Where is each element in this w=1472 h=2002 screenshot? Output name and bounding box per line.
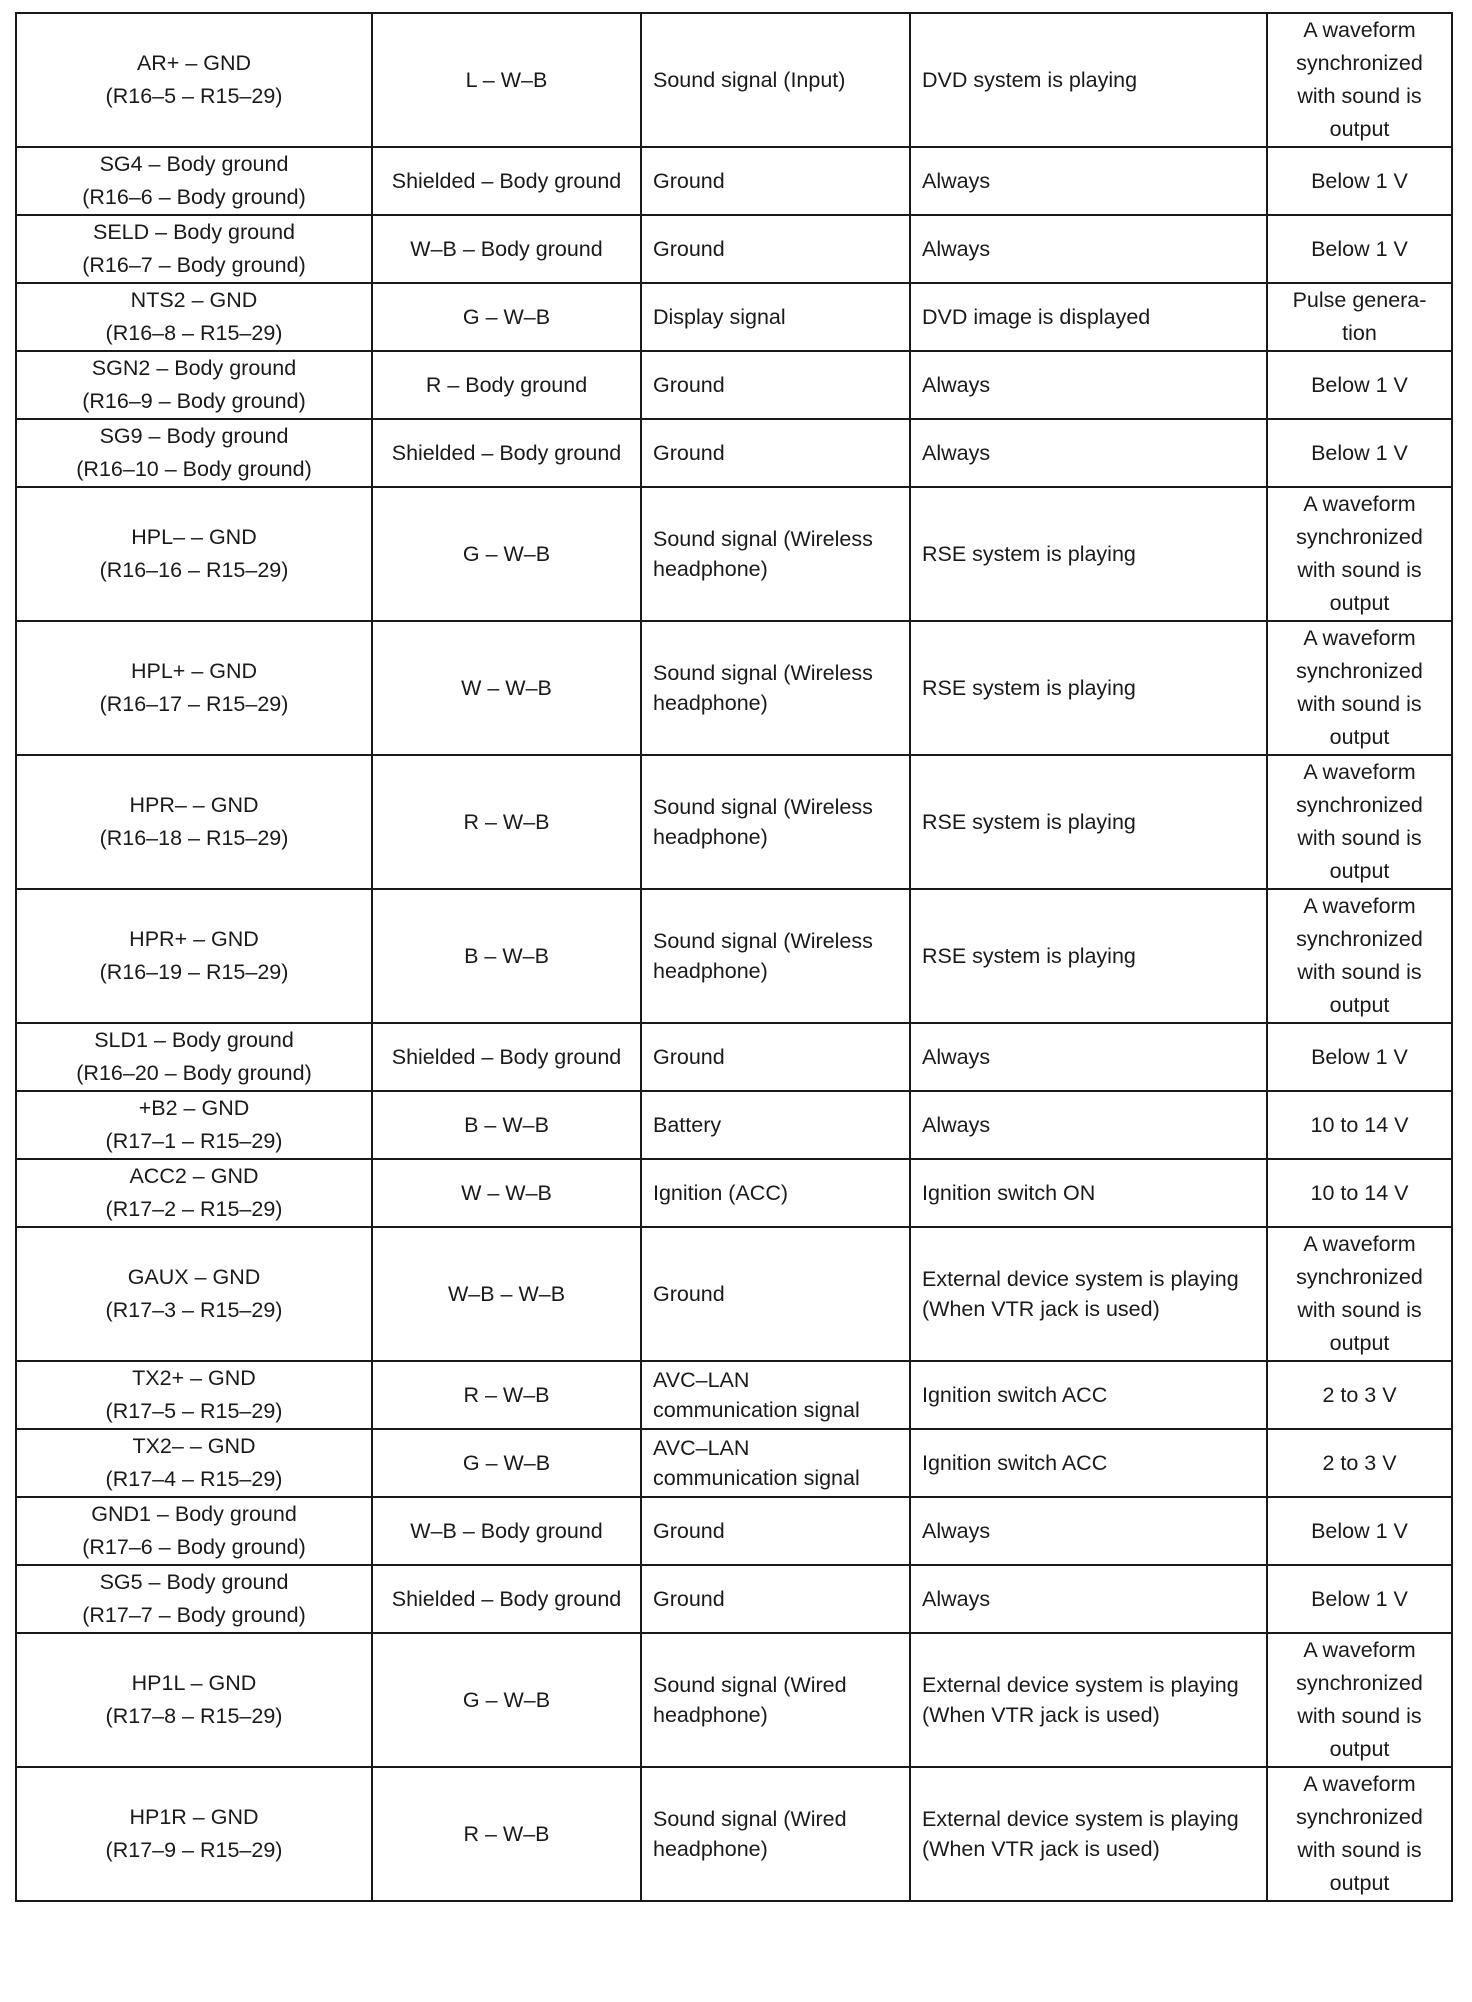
specified-condition-cell-line: Below 1 V — [1311, 236, 1408, 261]
condition-cell — [910, 351, 1267, 419]
specified-condition-cell-line: output — [1329, 1331, 1390, 1355]
terminal-description-cell-line: Ground — [653, 441, 725, 465]
condition-cell — [910, 1429, 1267, 1497]
terminal-description-cell-line: Sound signal (Wireless — [653, 527, 873, 551]
specified-condition-cell-line: with sound is — [1297, 1838, 1422, 1862]
condition-cell — [910, 1767, 1267, 1901]
condition-cell-line: DVD image is displayed — [922, 305, 1151, 329]
terminal-cell-line: (R17–6 – Body ground) — [82, 1535, 306, 1559]
wiring-color-cell: G – W–B — [372, 1429, 641, 1497]
terminal-cell-line: GAUX – GND — [127, 1265, 261, 1289]
terminal-cell — [16, 1361, 372, 1429]
terminal-cell-line: (R16–6 – Body ground) — [82, 185, 306, 209]
specified-condition-cell-line: synchronized — [1296, 1265, 1423, 1289]
terminal-description-cell — [641, 755, 910, 889]
condition-cell — [910, 1227, 1267, 1361]
terminal-cell-line: (R16–19 – R15–29) — [99, 960, 289, 984]
specified-condition-cell-line: with sound is — [1297, 558, 1422, 582]
terminal-description-cell — [641, 351, 910, 419]
specified-condition-cell-line: A waveform — [1303, 626, 1416, 650]
terminal-cell-line: (R16–20 – Body ground) — [76, 1061, 312, 1085]
wiring-color-cell: G – W–B — [372, 283, 641, 351]
terminal-description-cell-line: headphone) — [653, 691, 768, 715]
condition-cell-line: External device system is playing — [922, 1807, 1239, 1831]
condition-cell — [910, 889, 1267, 1023]
terminal-description-cell-line: Sound signal (Wireless — [653, 661, 873, 685]
table-row — [16, 1767, 1452, 1901]
condition-cell — [910, 755, 1267, 889]
specified-condition-cell-line: 2 to 3 V — [1322, 1382, 1397, 1407]
terminal-cell-line: (R17–8 – R15–29) — [105, 1704, 283, 1728]
terminal-cell-line: ACC2 – GND — [129, 1164, 259, 1188]
terminal-description-cell-line: headphone) — [653, 1703, 768, 1727]
table-row — [16, 1565, 1452, 1633]
terminal-cell — [16, 419, 372, 487]
condition-cell-line: RSE system is playing — [922, 810, 1136, 834]
wiring-color-cell: L – W–B — [372, 13, 641, 147]
wiring-color-cell: R – W–B — [372, 755, 641, 889]
terminal-cell-line: TX2– – GND — [132, 1434, 256, 1458]
terminal-description-cell — [641, 1023, 910, 1091]
specified-condition-cell-line: synchronized — [1296, 793, 1423, 817]
terminal-description-cell — [641, 1497, 910, 1565]
specified-condition-cell — [1267, 889, 1452, 1023]
condition-cell-line: RSE system is playing — [922, 676, 1136, 700]
condition-cell-line: External device system is playing — [922, 1267, 1239, 1291]
terminal-description-cell — [641, 889, 910, 1023]
specified-condition-cell-line: A waveform — [1303, 1638, 1416, 1662]
specified-condition-cell — [1267, 419, 1452, 487]
terminal-description-cell-line: Ground — [653, 1282, 725, 1306]
specified-condition-cell — [1267, 1159, 1452, 1227]
terminal-description-cell — [641, 419, 910, 487]
table-row — [16, 1429, 1452, 1497]
terminal-cell-line: HPL+ – GND — [130, 659, 258, 683]
terminal-description-cell — [641, 13, 910, 147]
wiring-color-cell: R – W–B — [372, 1767, 641, 1901]
specified-condition-cell-line: Below 1 V — [1311, 440, 1408, 465]
condition-cell-line: Always — [922, 1519, 991, 1543]
specified-condition-cell-line: A waveform — [1303, 894, 1416, 918]
specified-condition-cell-line: synchronized — [1296, 525, 1423, 549]
terminal-description-cell-line: Sound signal (Input) — [653, 68, 846, 92]
terminal-cell-line: (R17–9 – R15–29) — [105, 1838, 283, 1862]
terminal-cell-line: (R16–7 – Body ground) — [82, 253, 306, 277]
terminal-cell-line: SLD1 – Body ground — [94, 1028, 294, 1052]
condition-cell-line: Ignition switch ON — [922, 1181, 1096, 1205]
condition-cell-line: (When VTR jack is used) — [922, 1703, 1160, 1727]
terminal-description-cell — [641, 147, 910, 215]
terminal-cell — [16, 1091, 372, 1159]
terminal-cell — [16, 147, 372, 215]
table-row — [16, 755, 1452, 889]
terminal-cell-line: HPR+ – GND — [129, 927, 259, 951]
condition-cell-line: Always — [922, 169, 991, 193]
wiring-color-cell: W–B – W–B — [372, 1227, 641, 1361]
specified-condition-cell-line: tion — [1342, 321, 1377, 345]
terminal-cell-line: SG9 – Body ground — [99, 424, 289, 448]
specified-condition-cell — [1267, 1633, 1452, 1767]
table-row — [16, 351, 1452, 419]
specified-condition-cell — [1267, 351, 1452, 419]
terminal-cell — [16, 13, 372, 147]
wiring-color-cell: Shielded – Body ground — [372, 1565, 641, 1633]
condition-cell-line: Always — [922, 1587, 991, 1611]
condition-cell-line: Always — [922, 1045, 991, 1069]
condition-cell — [910, 487, 1267, 621]
terminal-cell-line: (R17–2 – R15–29) — [105, 1197, 283, 1221]
wiring-color-cell: B – W–B — [372, 889, 641, 1023]
specified-condition-cell-line: output — [1329, 117, 1390, 141]
terminal-cell — [16, 1633, 372, 1767]
terminal-cell-line: HPR– – GND — [129, 793, 259, 817]
specified-condition-cell-line: 2 to 3 V — [1322, 1450, 1397, 1475]
specified-condition-cell — [1267, 487, 1452, 621]
terminal-cell — [16, 487, 372, 621]
terminal-description-cell — [641, 1767, 910, 1901]
condition-cell-line: Always — [922, 441, 991, 465]
specified-condition-cell-line: A waveform — [1303, 1232, 1416, 1256]
specified-condition-cell — [1267, 755, 1452, 889]
terminal-description-cell-line: Ground — [653, 1045, 725, 1069]
table-row — [16, 1497, 1452, 1565]
wiring-color-cell: W – W–B — [372, 1159, 641, 1227]
terminal-description-cell-line: Ground — [653, 169, 725, 193]
wiring-color-cell: W – W–B — [372, 621, 641, 755]
specified-condition-cell-line: 10 to 14 V — [1310, 1112, 1409, 1137]
terminal-cell-line: (R16–10 – Body ground) — [76, 457, 312, 481]
condition-cell — [910, 1023, 1267, 1091]
terminal-cell-line: (R17–7 – Body ground) — [82, 1603, 306, 1627]
specified-condition-cell — [1267, 1565, 1452, 1633]
condition-cell — [910, 1633, 1267, 1767]
terminal-cell-line: (R16–9 – Body ground) — [82, 389, 306, 413]
wiring-color-cell: W–B – Body ground — [372, 1497, 641, 1565]
terminal-cell-line: HPL– – GND — [131, 525, 257, 549]
specified-condition-cell-line: with sound is — [1297, 84, 1422, 108]
terminal-cell-line: (R16–5 – R15–29) — [105, 84, 283, 108]
terminal-description-cell-line: Ground — [653, 1587, 725, 1611]
terminal-description-cell — [641, 283, 910, 351]
terminal-cell-line: (R17–3 – R15–29) — [105, 1298, 283, 1322]
condition-cell — [910, 1159, 1267, 1227]
specified-condition-cell-line: Below 1 V — [1311, 1518, 1408, 1543]
terminal-cell-line: (R16–18 – R15–29) — [99, 826, 289, 850]
terminal-description-cell-line: Sound signal (Wireless — [653, 795, 873, 819]
condition-cell-line: DVD system is playing — [922, 68, 1138, 92]
terminal-description-cell — [641, 621, 910, 755]
condition-cell — [910, 621, 1267, 755]
terminal-spec-table-body — [16, 13, 1452, 1901]
terminal-description-cell — [641, 1565, 910, 1633]
wiring-color-cell: G – W–B — [372, 487, 641, 621]
terminal-description-cell-line: Sound signal (Wired — [653, 1673, 847, 1697]
terminal-description-cell-line: communication signal — [653, 1398, 860, 1422]
table-row — [16, 215, 1452, 283]
condition-cell-line: RSE system is playing — [922, 944, 1136, 968]
specified-condition-cell-line: output — [1329, 859, 1390, 883]
terminal-cell — [16, 1023, 372, 1091]
table-row — [16, 1091, 1452, 1159]
specified-condition-cell — [1267, 1227, 1452, 1361]
specified-condition-cell-line: with sound is — [1297, 1704, 1422, 1728]
terminal-cell — [16, 1227, 372, 1361]
terminal-cell-line: SG5 – Body ground — [99, 1570, 289, 1594]
wiring-color-cell: B – W–B — [372, 1091, 641, 1159]
specified-condition-cell-line: A waveform — [1303, 760, 1416, 784]
terminal-cell-line: AR+ – GND — [136, 51, 252, 75]
terminal-description-cell-line: headphone) — [653, 825, 768, 849]
terminal-spec-sheet — [15, 12, 1451, 1902]
terminal-cell-line: (R17–5 – R15–29) — [105, 1399, 283, 1423]
terminal-cell — [16, 755, 372, 889]
specified-condition-cell-line: A waveform — [1303, 18, 1416, 42]
wiring-color-cell: Shielded – Body ground — [372, 1023, 641, 1091]
terminal-cell — [16, 1565, 372, 1633]
specified-condition-cell — [1267, 147, 1452, 215]
condition-cell-line: Always — [922, 1113, 991, 1137]
terminal-description-cell-line: Ignition (ACC) — [653, 1181, 789, 1205]
condition-cell — [910, 215, 1267, 283]
terminal-cell-line: (R16–8 – R15–29) — [105, 321, 283, 345]
terminal-cell — [16, 1159, 372, 1227]
table-row — [16, 1633, 1452, 1767]
specified-condition-cell-line: output — [1329, 725, 1390, 749]
specified-condition-cell — [1267, 1497, 1452, 1565]
table-row — [16, 889, 1452, 1023]
specified-condition-cell — [1267, 1429, 1452, 1497]
specified-condition-cell — [1267, 621, 1452, 755]
table-row — [16, 1023, 1452, 1091]
terminal-cell — [16, 621, 372, 755]
specified-condition-cell — [1267, 1767, 1452, 1901]
specified-condition-cell-line: Below 1 V — [1311, 1586, 1408, 1611]
terminal-cell-line: +B2 – GND — [138, 1096, 250, 1120]
specified-condition-cell-line: Below 1 V — [1311, 168, 1408, 193]
terminal-description-cell-line: Ground — [653, 373, 725, 397]
terminal-description-cell — [641, 215, 910, 283]
wiring-color-cell: Shielded – Body ground — [372, 419, 641, 487]
terminal-description-cell — [641, 1633, 910, 1767]
condition-cell — [910, 147, 1267, 215]
terminal-description-cell — [641, 1091, 910, 1159]
specified-condition-cell — [1267, 1361, 1452, 1429]
wiring-color-cell: Shielded – Body ground — [372, 147, 641, 215]
terminal-description-cell-line: communication signal — [653, 1466, 860, 1490]
terminal-cell-line: (R16–17 – R15–29) — [99, 692, 289, 716]
specified-condition-cell-line: synchronized — [1296, 51, 1423, 75]
condition-cell-line: (When VTR jack is used) — [922, 1297, 1160, 1321]
terminal-cell-line: TX2+ – GND — [132, 1366, 256, 1390]
specified-condition-cell-line: output — [1329, 591, 1390, 615]
specified-condition-cell — [1267, 283, 1452, 351]
table-row — [16, 13, 1452, 147]
specified-condition-cell-line: synchronized — [1296, 1671, 1423, 1695]
table-row — [16, 283, 1452, 351]
condition-cell-line: Ignition switch ACC — [922, 1451, 1108, 1475]
specified-condition-cell-line: with sound is — [1297, 826, 1422, 850]
specified-condition-cell-line: Pulse genera- — [1292, 288, 1427, 312]
terminal-cell-line: GND1 – Body ground — [91, 1502, 297, 1526]
terminal-cell — [16, 283, 372, 351]
condition-cell — [910, 1565, 1267, 1633]
specified-condition-cell-line: A waveform — [1303, 492, 1416, 516]
terminal-description-cell — [641, 1159, 910, 1227]
specified-condition-cell-line: with sound is — [1297, 692, 1422, 716]
terminal-cell-line: (R17–1 – R15–29) — [105, 1129, 283, 1153]
condition-cell-line: External device system is playing — [922, 1673, 1239, 1697]
terminal-description-cell-line: headphone) — [653, 557, 768, 581]
terminal-cell-line: SELD – Body ground — [93, 220, 295, 244]
specified-condition-cell-line: with sound is — [1297, 960, 1422, 984]
specified-condition-cell-line: synchronized — [1296, 927, 1423, 951]
wiring-color-cell: R – W–B — [372, 1361, 641, 1429]
specified-condition-cell-line: with sound is — [1297, 1298, 1422, 1322]
terminal-description-cell-line: Sound signal (Wireless — [653, 929, 873, 953]
condition-cell-line: (When VTR jack is used) — [922, 1837, 1160, 1861]
wiring-color-cell: R – Body ground — [372, 351, 641, 419]
terminal-description-cell — [641, 1429, 910, 1497]
table-row — [16, 1227, 1452, 1361]
specified-condition-cell-line: 10 to 14 V — [1310, 1180, 1409, 1205]
wiring-color-cell: G – W–B — [372, 1633, 641, 1767]
specified-condition-cell — [1267, 1023, 1452, 1091]
terminal-description-cell — [641, 1361, 910, 1429]
terminal-cell — [16, 1429, 372, 1497]
specified-condition-cell-line: synchronized — [1296, 659, 1423, 683]
terminal-description-cell-line: headphone) — [653, 959, 768, 983]
condition-cell-line: Always — [922, 373, 991, 397]
condition-cell — [910, 13, 1267, 147]
terminal-description-cell — [641, 487, 910, 621]
terminal-description-cell-line: Battery — [653, 1113, 722, 1137]
specified-condition-cell-line: A waveform — [1303, 1772, 1416, 1796]
terminal-cell — [16, 889, 372, 1023]
terminal-description-cell-line: Ground — [653, 1519, 725, 1543]
terminal-description-cell-line: Ground — [653, 237, 725, 261]
terminal-cell — [16, 215, 372, 283]
terminal-cell-line: HP1L – GND — [131, 1671, 257, 1695]
terminal-description-cell-line: AVC–LAN — [653, 1436, 750, 1460]
condition-cell — [910, 1497, 1267, 1565]
terminal-cell-line: (R16–16 – R15–29) — [99, 558, 289, 582]
table-row — [16, 1361, 1452, 1429]
condition-cell-line: RSE system is playing — [922, 542, 1136, 566]
table-row — [16, 621, 1452, 755]
terminal-description-cell-line: AVC–LAN — [653, 1368, 750, 1392]
condition-cell — [910, 283, 1267, 351]
terminal-description-cell-line: Sound signal (Wired — [653, 1807, 847, 1831]
terminal-description-cell-line: Display signal — [653, 305, 786, 329]
condition-cell — [910, 419, 1267, 487]
terminal-cell — [16, 1497, 372, 1565]
table-row — [16, 419, 1452, 487]
specified-condition-cell — [1267, 1091, 1452, 1159]
specified-condition-cell — [1267, 215, 1452, 283]
specified-condition-cell-line: output — [1329, 1737, 1390, 1761]
terminal-cell-line: SG4 – Body ground — [99, 152, 289, 176]
terminal-cell-line: HP1R – GND — [129, 1805, 259, 1829]
terminal-description-cell-line: headphone) — [653, 1837, 768, 1861]
table-row — [16, 147, 1452, 215]
specified-condition-cell-line: Below 1 V — [1311, 1044, 1408, 1069]
specified-condition-cell-line: output — [1329, 1871, 1390, 1895]
table-row — [16, 487, 1452, 621]
terminal-description-cell — [641, 1227, 910, 1361]
terminal-cell — [16, 351, 372, 419]
specified-condition-cell-line: synchronized — [1296, 1805, 1423, 1829]
terminal-cell-line: SGN2 – Body ground — [91, 356, 297, 380]
specified-condition-cell-line: output — [1329, 993, 1390, 1017]
terminal-cell — [16, 1767, 372, 1901]
wiring-color-cell: W–B – Body ground — [372, 215, 641, 283]
condition-cell-line: Ignition switch ACC — [922, 1383, 1108, 1407]
specified-condition-cell-line: Below 1 V — [1311, 372, 1408, 397]
table-row — [16, 1159, 1452, 1227]
terminal-cell-line: NTS2 – GND — [130, 288, 258, 312]
terminal-cell-line: (R17–4 – R15–29) — [105, 1467, 283, 1491]
condition-cell-line: Always — [922, 237, 991, 261]
condition-cell — [910, 1091, 1267, 1159]
specified-condition-cell — [1267, 13, 1452, 147]
condition-cell — [910, 1361, 1267, 1429]
terminal-spec-table — [15, 12, 1453, 1902]
